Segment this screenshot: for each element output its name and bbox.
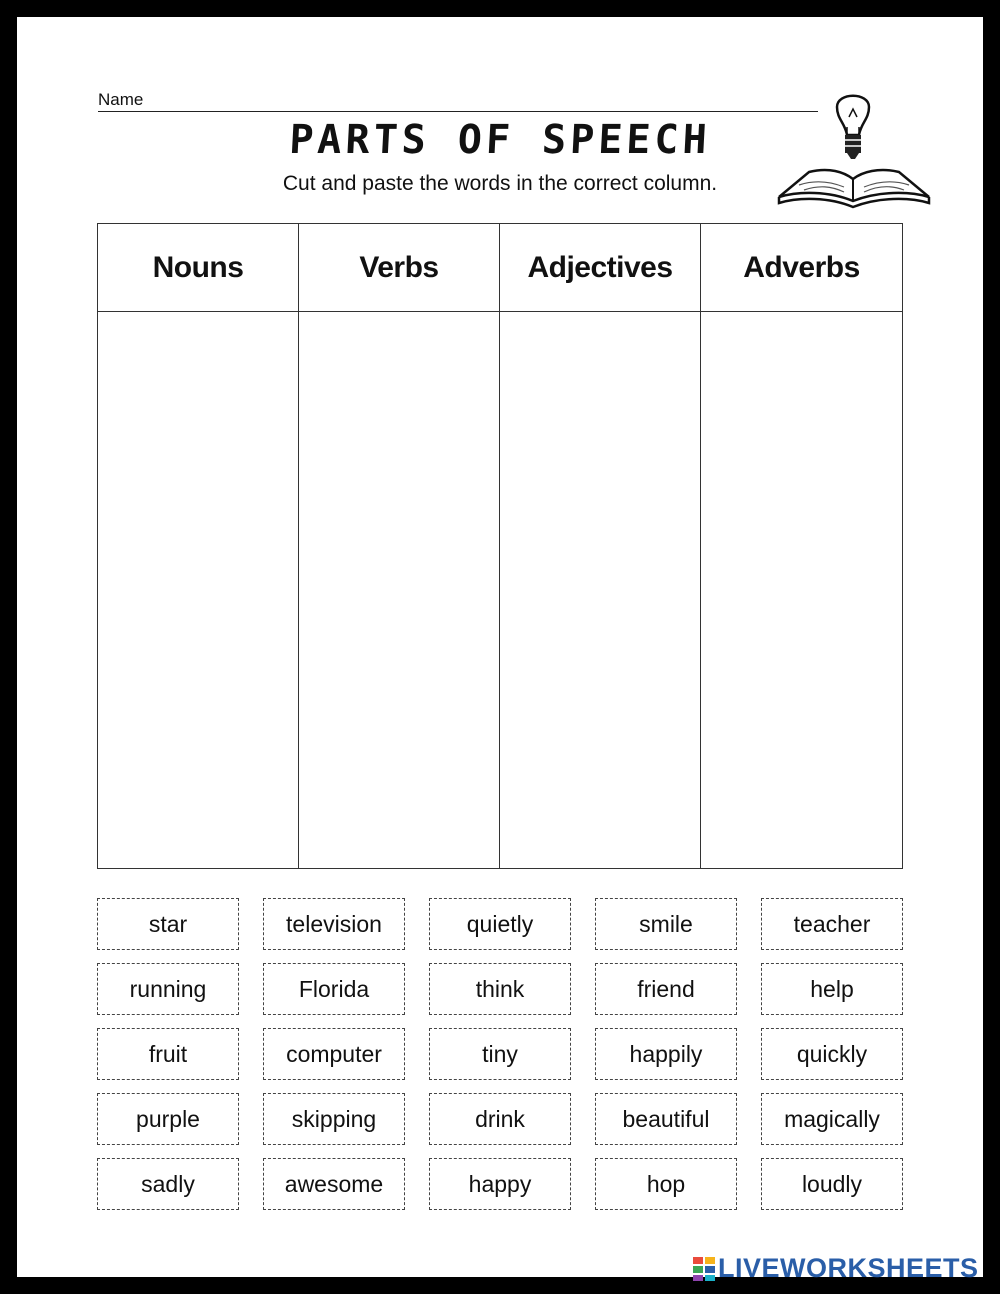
word-card[interactable]: drink [429, 1093, 571, 1145]
word-card[interactable]: loudly [761, 1158, 903, 1210]
word-card[interactable]: fruit [97, 1028, 239, 1080]
name-label: Name [98, 90, 144, 109]
name-line[interactable] [98, 111, 818, 112]
word-card[interactable]: star [97, 898, 239, 950]
word-card[interactable]: happy [429, 1158, 571, 1210]
word-card[interactable]: hop [595, 1158, 737, 1210]
word-card[interactable]: happily [595, 1028, 737, 1080]
word-card[interactable]: quietly [429, 898, 571, 950]
column-header-nouns: Nouns [98, 224, 299, 312]
liveworksheets-mark-icon [693, 1257, 715, 1281]
word-card[interactable]: magically [761, 1093, 903, 1145]
lightbulb-book-icon [769, 87, 939, 217]
drop-zone-adverbs[interactable] [701, 312, 902, 868]
sorting-table [97, 223, 903, 869]
word-card[interactable]: Florida [263, 963, 405, 1015]
word-card[interactable]: running [97, 963, 239, 1015]
worksheet-page [17, 17, 983, 1283]
word-card[interactable]: tiny [429, 1028, 571, 1080]
page-title: PARTS OF SPEECH [288, 117, 712, 163]
liveworksheets-logo [693, 1253, 979, 1284]
word-card[interactable]: teacher [761, 898, 903, 950]
drop-zone-adjectives[interactable] [500, 312, 701, 868]
column-header-verbs: Verbs [299, 224, 500, 312]
word-bank [97, 898, 903, 1210]
column-header-adjectives: Adjectives [500, 224, 701, 312]
drop-zone-verbs[interactable] [299, 312, 500, 868]
drop-zone-nouns[interactable] [98, 312, 299, 868]
logo-text: LIVEWORKSHEETS [718, 1253, 979, 1283]
word-card[interactable]: help [761, 963, 903, 1015]
word-card[interactable]: television [263, 898, 405, 950]
column-header-adverbs: Adverbs [701, 224, 902, 312]
word-card[interactable]: purple [97, 1093, 239, 1145]
word-card[interactable]: sadly [97, 1158, 239, 1210]
word-card[interactable]: awesome [263, 1158, 405, 1210]
word-card[interactable]: computer [263, 1028, 405, 1080]
word-card[interactable]: quickly [761, 1028, 903, 1080]
instructions: Cut and paste the words in the correct column. [282, 172, 718, 195]
word-card[interactable]: friend [595, 963, 737, 1015]
word-card[interactable]: think [429, 963, 571, 1015]
word-card[interactable]: smile [595, 898, 737, 950]
word-card[interactable]: skipping [263, 1093, 405, 1145]
word-card[interactable]: beautiful [595, 1093, 737, 1145]
